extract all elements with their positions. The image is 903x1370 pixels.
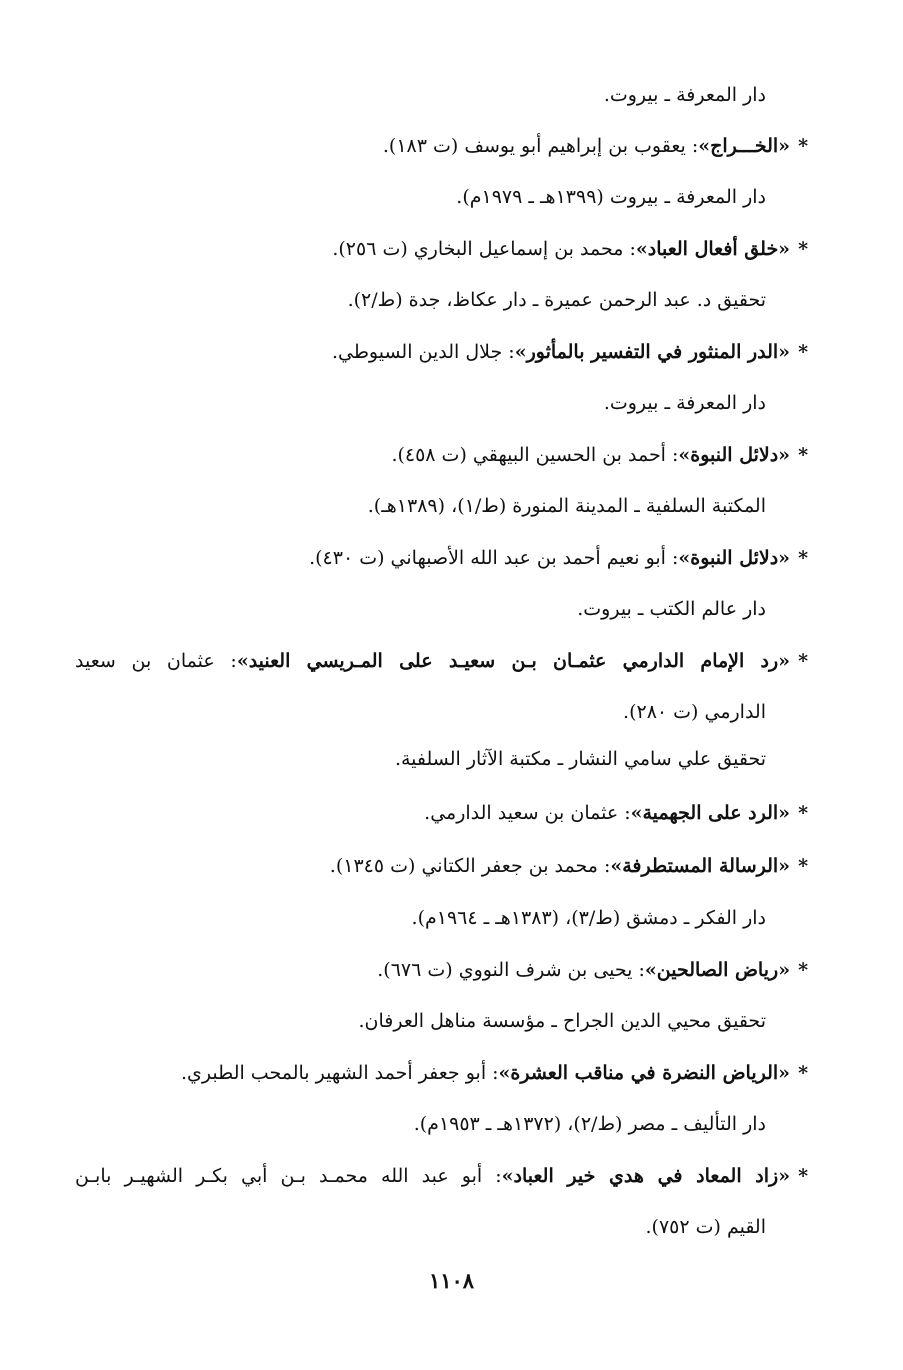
entry-title: «الرد على الجهمية» <box>630 802 791 824</box>
entry-author: : أبو عبد الله محمـد بـن أبي بكـر الشهيـر بابـن <box>75 1165 502 1187</box>
publisher-line: دار الفكر ـ دمشق (ط/٣)، (١٣٨٣هـ ـ ١٩٦٤م). <box>411 907 766 929</box>
publisher-line: تحقيق علي سامي النشار ـ مكتبة الآثار السلفية. <box>394 748 766 770</box>
publisher-line: دار المعرفة ـ بيروت (١٣٩٩هـ ـ ١٩٧٩م). <box>456 186 766 208</box>
star-bullet-icon: * <box>798 650 808 672</box>
entry-author: : أبو جعفر أحمد الشهير بالمحب الطبري. <box>180 1062 499 1084</box>
star-bullet-icon: * <box>798 135 808 157</box>
entry-title: «رياض الصالحين» <box>644 959 791 981</box>
star-bullet-icon: * <box>798 444 808 466</box>
star-bullet-icon: * <box>798 238 808 260</box>
entry-author: : جلال الدين السيوطي. <box>331 341 515 363</box>
page-number: ١١٠٨ <box>428 1268 475 1293</box>
entry-title: «رد الإمام الدارمي عثمـان بـن سعيـد على المـريسي العنيد» <box>236 650 791 672</box>
publisher-line: تحقيق محيي الدين الجراح ـ مؤسسة مناهل العرفان. <box>358 1010 766 1032</box>
bibliography-entry <box>181 1060 808 1086</box>
entry-title: «الرياض النضرة في مناقب العشرة» <box>498 1062 791 1084</box>
bibliography-entry <box>424 800 808 826</box>
publisher-line: دار المعرفة ـ بيروت. <box>603 84 766 106</box>
star-bullet-icon: * <box>798 1165 809 1187</box>
star-bullet-icon: * <box>798 341 808 363</box>
entry-title: «الخـــراج» <box>698 135 791 157</box>
entry-author: : عثمان بن سعيد <box>75 650 237 672</box>
entry-author: : أبو نعيم أحمد بن عبد الله الأصبهاني (ت ٤٣٠). <box>309 547 679 569</box>
bibliography-entry <box>330 853 808 879</box>
bibliography-entry <box>309 545 808 571</box>
star-bullet-icon: * <box>798 959 808 981</box>
bibliography-entry <box>391 442 808 468</box>
publisher-line: دار عالم الكتب ـ بيروت. <box>577 598 766 620</box>
star-bullet-icon: * <box>798 802 808 824</box>
entry-title: «دلائل النبوة» <box>678 547 791 569</box>
bibliography-entry <box>75 1163 808 1189</box>
bibliography-entry <box>377 957 808 983</box>
publisher-line: المكتبة السلفية ـ المدينة المنورة (ط/١)، (١٣٨٩هـ). <box>367 495 766 517</box>
bibliography-entry <box>383 133 808 159</box>
entry-author: : عثمان بن سعيد الدارمي. <box>424 802 631 824</box>
star-bullet-icon: * <box>798 1062 808 1084</box>
star-bullet-icon: * <box>798 855 808 877</box>
entry-author: : يحيى بن شرف النووي (ت ٦٧٦). <box>377 959 645 981</box>
entry-title: «زاد المعاد في هدي خير العباد» <box>501 1165 791 1187</box>
bibliography-entry <box>75 648 808 674</box>
publisher-line: تحقيق د. عبد الرحمن عميرة ـ دار عكاظ، جدة (ط/٢). <box>347 289 766 311</box>
entry-author: : أحمد بن الحسين البيهقي (ت ٤٥٨). <box>391 444 679 466</box>
entry-author: : يعقوب بن إبراهيم أبو يوسف (ت ١٨٣). <box>382 135 699 157</box>
publisher-line: دار المعرفة ـ بيروت. <box>603 392 766 414</box>
star-bullet-icon: * <box>798 547 808 569</box>
entry-title: «دلائل النبوة» <box>678 444 791 466</box>
entry-continuation: القيم (ت ٧٥٢). <box>645 1216 766 1238</box>
entry-continuation: الدارمي (ت ٢٨٠). <box>623 701 766 723</box>
entry-title: «الرسالة المستطرفة» <box>610 855 791 877</box>
entry-author: : محمد بن إسماعيل البخاري (ت ٢٥٦). <box>332 238 636 260</box>
entry-author: : محمد بن جعفر الكتاني (ت ١٣٤٥). <box>329 855 611 877</box>
entry-title: «الدر المنثور في التفسير بالمأثور» <box>514 341 791 363</box>
bibliography-entry <box>332 236 808 262</box>
entry-title: «خلق أفعال العباد» <box>635 238 791 260</box>
publisher-line: دار التأليف ـ مصر (ط/٢)، (١٣٧٢هـ ـ ١٩٥٣م). <box>413 1113 766 1135</box>
bibliography-entry <box>332 339 808 365</box>
